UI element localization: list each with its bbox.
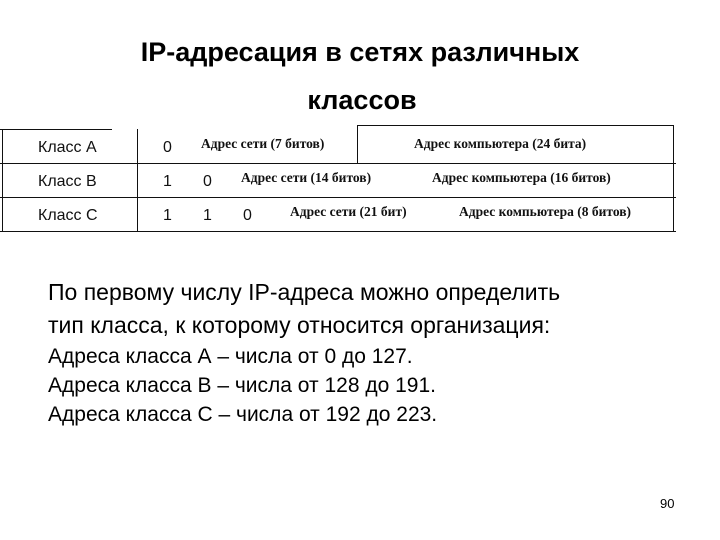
table-rule (0, 231, 676, 232)
class-c-bit-2: 1 (203, 207, 212, 224)
table-rule (0, 197, 676, 198)
class-a-bit-1: 0 (163, 139, 172, 156)
class-label-c: Класс С (38, 207, 98, 224)
table-rule (357, 125, 358, 163)
explanation-text (48, 276, 708, 429)
class-b-host-field: Адрес компьютера (16 битов) (432, 170, 611, 185)
class-label-b: Класс В (38, 173, 97, 190)
table-rule (358, 125, 673, 126)
class-c-bit-1: 1 (163, 207, 172, 224)
class-b-network-field: Адрес сети (14 битов) (241, 170, 372, 185)
class-a-host-field: Адрес компьютера (24 бита) (414, 136, 587, 151)
table-rule (0, 129, 112, 130)
class-b-range: Адреса класса В – числа от 128 до 191. (48, 374, 436, 397)
class-c-bit-3: 0 (243, 207, 252, 224)
class-a-network-field: Адрес сети (7 битов) (201, 136, 325, 151)
class-c-host-field: Адрес компьютера (8 битов) (459, 204, 632, 219)
class-b-bit-1: 1 (163, 173, 172, 190)
ip-class-table (0, 125, 720, 235)
class-b-bit-2: 0 (203, 173, 212, 190)
slide-title-line-1: IP-адресация в сетях различных (140, 37, 580, 67)
table-rule (0, 163, 676, 164)
table-rule (2, 129, 3, 231)
table-rule (673, 125, 674, 231)
table-rule (137, 129, 138, 231)
intro-line-1: По первому числу IP-адреса можно определить (48, 279, 561, 305)
class-label-a: Класс А (38, 139, 97, 156)
page-number: 90 (660, 496, 675, 511)
class-c-range: Адреса класса С – числа от 192 до 223. (48, 403, 438, 426)
slide-title-line-2: классов (307, 85, 417, 115)
class-c-network-field: Адрес сети (21 бит) (290, 204, 407, 219)
intro-line-2: тип класса, к которому относится организация: (48, 312, 551, 338)
slide-title (0, 28, 720, 124)
class-a-range: Адреса класса А – числа от 0 до 127. (48, 345, 413, 368)
